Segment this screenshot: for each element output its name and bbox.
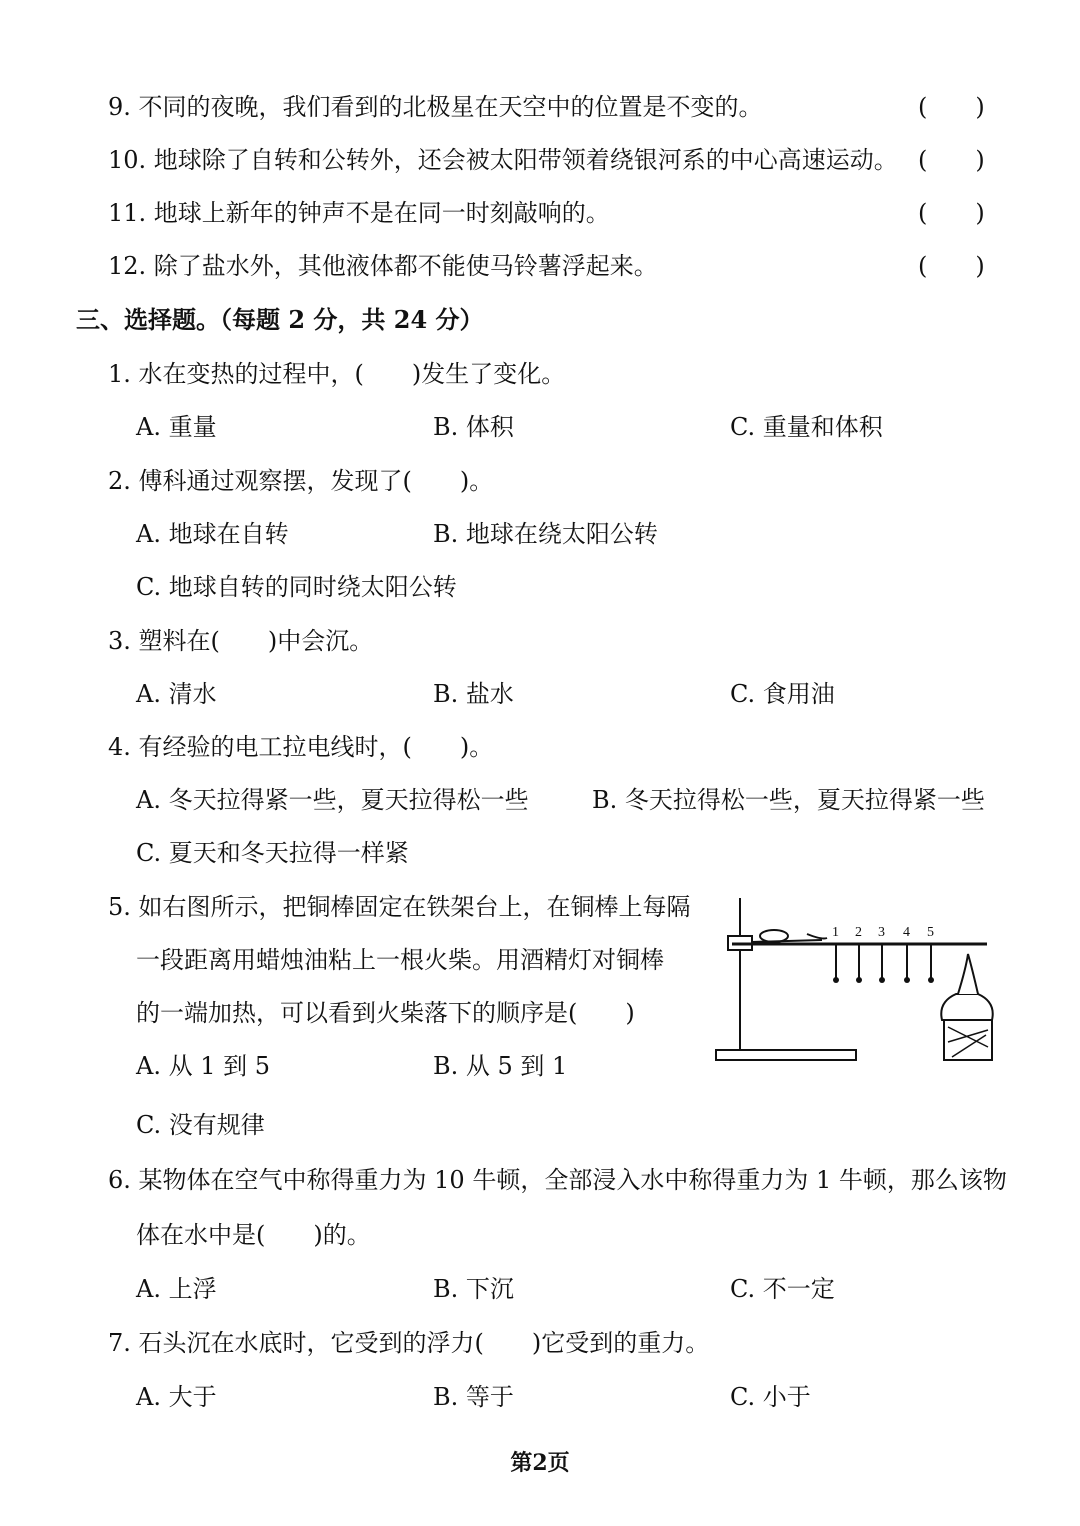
tf-answer-9[interactable]: ( )	[918, 93, 985, 121]
q6-option-a[interactable]: A. 上浮	[136, 1275, 217, 1303]
q2-option-b[interactable]: B. 地球在绕太阳公转	[433, 520, 658, 548]
figure-label-4: 4	[903, 925, 910, 940]
q1-option-a[interactable]: A. 重量	[136, 413, 217, 441]
q7-option-b[interactable]: B. 等于	[433, 1383, 514, 1411]
figure-label-3: 3	[878, 925, 885, 940]
match-head-4	[904, 977, 910, 983]
question-4: 4. 有经验的电工拉电线时，( )。	[108, 733, 494, 761]
question-5-line-2: 一段距离用蜡烛油粘上一根火柴。用酒精灯对铜棒	[136, 946, 664, 974]
match-head-3	[879, 977, 885, 983]
q3-option-b[interactable]: B. 盐水	[433, 680, 514, 708]
match-head-1	[833, 977, 839, 983]
q2-option-a[interactable]: A. 地球在自转	[136, 520, 289, 548]
tf-item-12: 12. 除了盐水外，其他液体都不能使马铃薯浮起来。	[108, 252, 658, 280]
tf-item-11: 11. 地球上新年的钟声不是在同一时刻敲响的。	[108, 199, 610, 227]
flame	[958, 954, 978, 994]
q1-option-b[interactable]: B. 体积	[433, 413, 514, 441]
q5-option-a[interactable]: A. 从 1 到 5	[136, 1052, 271, 1080]
q4-option-b[interactable]: B. 冬天拉得松一些，夏天拉得紧一些	[592, 786, 985, 814]
q6-option-c[interactable]: C. 不一定	[730, 1275, 835, 1303]
question-1: 1. 水在变热的过程中，( )发生了变化。	[108, 360, 566, 388]
q5-option-c[interactable]: C. 没有规律	[136, 1111, 265, 1139]
figure-label-1: 1	[832, 925, 839, 940]
clamp-jaw	[807, 934, 827, 939]
q7-option-c[interactable]: C. 小于	[730, 1383, 811, 1411]
page-number: 第2页	[510, 1450, 570, 1476]
question-6-line-1: 6. 某物体在空气中称得重力为 10 牛顿，全部浸入水中称得重力为 1 牛顿，那么该物	[108, 1166, 1007, 1194]
section-3-title: 三、选择题。（每题 2 分，共 24 分）	[76, 305, 484, 334]
lamp-top	[941, 994, 992, 1020]
lamp-body	[944, 1020, 992, 1060]
q3-option-c[interactable]: C. 食用油	[730, 680, 835, 708]
question-7: 7. 石头沉在水底时，它受到的浮力( )它受到的重力。	[108, 1329, 710, 1357]
question-3: 3. 塑料在( )中会沉。	[108, 627, 374, 655]
q1-option-c[interactable]: C. 重量和体积	[730, 413, 883, 441]
copper-rod-apparatus-figure	[712, 892, 1002, 1072]
match-head-2	[856, 977, 862, 983]
tf-answer-10[interactable]: ( )	[918, 146, 985, 174]
figure-label-5: 5	[927, 925, 934, 940]
q5-option-b[interactable]: B. 从 5 到 1	[433, 1052, 568, 1080]
question-2: 2. 傅科通过观察摆，发现了( )。	[108, 467, 494, 495]
q6-option-b[interactable]: B. 下沉	[433, 1275, 514, 1303]
q7-option-a[interactable]: A. 大于	[136, 1383, 217, 1411]
question-6-line-2: 体在水中是( )的。	[136, 1221, 371, 1249]
question-5-line-3: 的一端加热，可以看到火柴落下的顺序是( )	[136, 999, 635, 1027]
stand-base	[716, 1050, 856, 1060]
match-head-5	[928, 977, 934, 983]
q2-option-c[interactable]: C. 地球自转的同时绕太阳公转	[136, 573, 457, 601]
tf-item-10: 10. 地球除了自转和公转外，还会被太阳带领着绕银河系的中心高速运动。	[108, 146, 898, 174]
tf-answer-12[interactable]: ( )	[918, 252, 985, 280]
q4-option-a[interactable]: A. 冬天拉得紧一些，夏天拉得松一些	[136, 786, 529, 814]
q4-option-c[interactable]: C. 夏天和冬天拉得一样紧	[136, 839, 409, 867]
q3-option-a[interactable]: A. 清水	[136, 680, 217, 708]
tf-item-9: 9. 不同的夜晚，我们看到的北极星在天空中的位置是不变的。	[108, 93, 763, 121]
question-5-line-1: 5. 如右图所示，把铜棒固定在铁架台上，在铜棒上每隔	[108, 893, 691, 921]
figure-label-2: 2	[855, 925, 862, 940]
tf-answer-11[interactable]: ( )	[918, 199, 985, 227]
